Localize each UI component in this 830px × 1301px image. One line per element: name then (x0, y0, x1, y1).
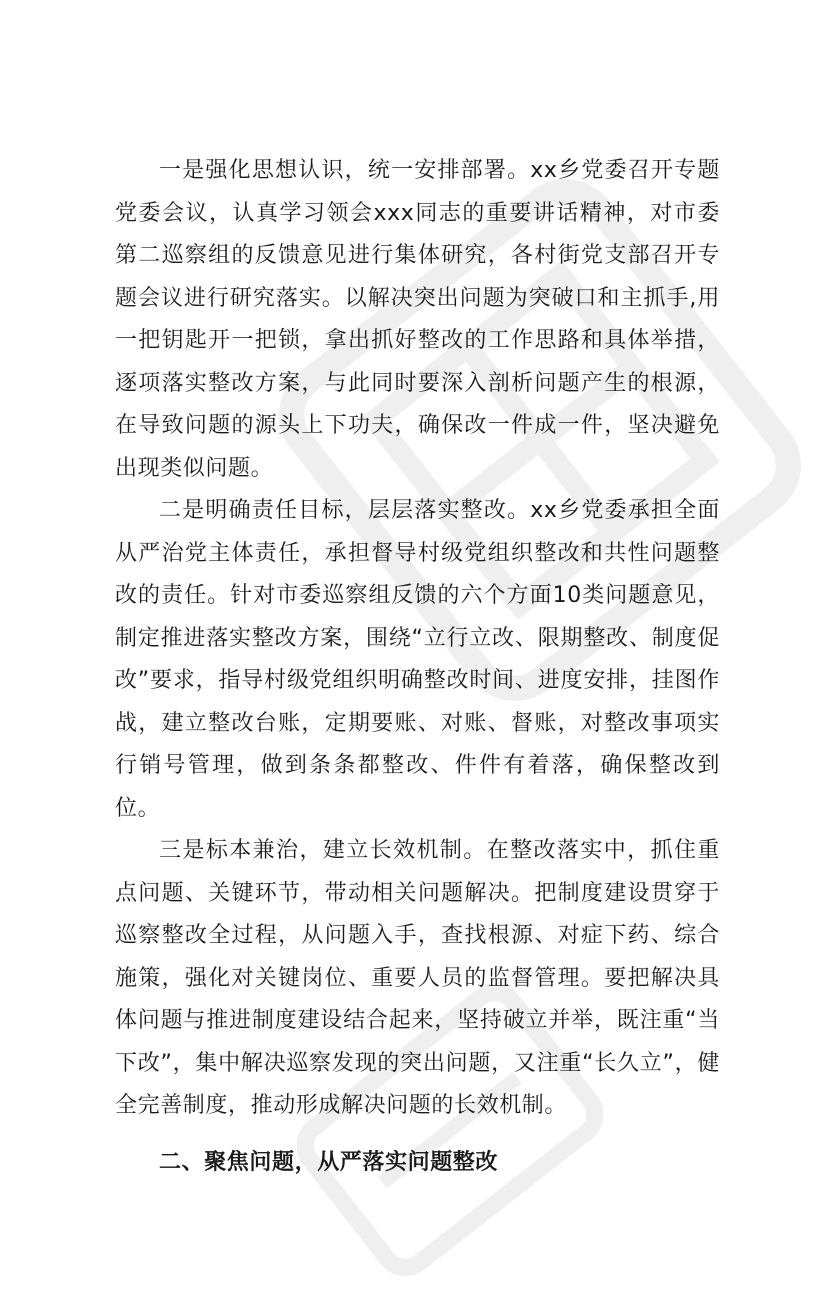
paragraph-3: 三是标本兼治，建立长效机制。在整改落实中，抓住重点问题、关键环节，带动相关问题解决。把制度建设贯穿于巡察整改全过程，从问题入手，查找根源、对症下药、综合施策，强化对关键岗位、重要人员的监督管理。要把解决具体问题与推进制度建设结合起来，坚持破立并举，既注重“当下改”，集中解决巡察发现的突出问题，又注重“长久立”，健全完善制度，推动形成解决问题的长效机制。 (115, 838, 720, 1118)
document-body (115, 150, 720, 1184)
paragraph-1: 一是强化思想认识，统一安排部署。xx乡党委召开专题党委会议，认真学习领会xxx同志的重要讲话精神，对市委第二巡察组的反馈意见进行集体研究，各村街党支部召开专题会议进行研究落实。以解决突出问题为突破口和主抓手,用一把钥匙开一把锁，拿出抓好整改的工作思路和具体举措，逐项落实整改方案，与此同时要深入剖析问题产生的根源，在导致问题的源头上下功夫，确保改一件成一件，坚决避免出现类似问题。 (115, 158, 720, 481)
section-heading: 二、聚焦问题，从严落实问题整改 (159, 1149, 499, 1175)
paragraph-2: 二是明确责任目标，层层落实整改。xx乡党委承担全面从严治党主体责任，承担督导村级党组织整改和共性问题整改的责任。针对市委巡察组反馈的六个方面10类问题意见，制定推进落实整改方案，围绕“立行立改、限期整改、制度促改”要求，指导村级党组织明确整改时间、进度安排，挂图作战，建立整改台账，定期要账、对账、督账，对整改事项实行销号管理，做到条条都整改、件件有着落，确保整改到位。 (115, 498, 720, 821)
